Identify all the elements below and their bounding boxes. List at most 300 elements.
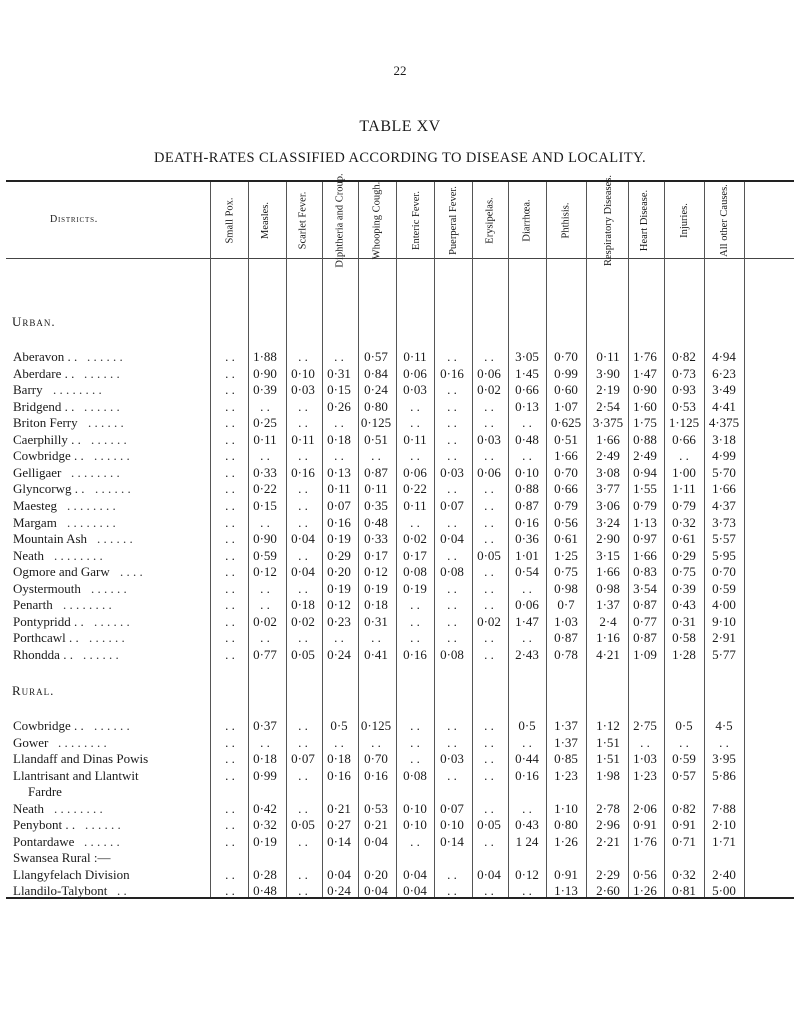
district-name: Llandaff and Dinas Powis: [13, 751, 149, 766]
rate-cell: 0·04: [477, 867, 501, 882]
table-title: DEATH-RATES CLASSIFIED ACCORDING TO DISEASE AND LOCALITY.: [153, 150, 647, 166]
rate-cell: 0·90: [253, 366, 277, 381]
rate-cell: . .: [410, 448, 420, 463]
rate-cell: . .: [447, 349, 457, 364]
rate-cell: 1·03: [633, 751, 657, 766]
table-row: [0, 481, 800, 497]
rate-cell: 0·06: [477, 366, 501, 381]
district-name: Gelligaer: [13, 465, 62, 480]
rate-cell: 0·07: [327, 498, 351, 513]
rate-cell: . .: [260, 630, 270, 645]
leader-dots: . . . . . .: [88, 415, 124, 430]
rate-cell: 0·05: [477, 548, 501, 563]
district-name: Margam: [13, 515, 57, 530]
rate-cell: 0·21: [364, 817, 388, 832]
rate-cell: 0·5: [518, 718, 536, 733]
rate-cell: 0·20: [364, 867, 388, 882]
rate-cell: 0·05: [291, 647, 315, 662]
rate-cell: 4·99: [712, 448, 736, 463]
rate-cell: 4·5: [715, 718, 733, 733]
rate-cell: 3·77: [596, 481, 620, 496]
rate-cell: . .: [484, 349, 494, 364]
rate-cell: 0·17: [364, 548, 388, 563]
rate-cell: 0·27: [327, 817, 351, 832]
rate-cell: . .: [484, 515, 494, 530]
table-row: [0, 432, 800, 448]
column-header: Respiratory Diseases.: [602, 174, 614, 266]
district-name: Llantrisant and Llantwit: [13, 768, 139, 783]
rate-cell: 4·00: [712, 597, 736, 612]
column-header: Enteric Fever.: [410, 190, 422, 250]
district-name: Cowbridge . .: [13, 448, 84, 463]
district-name: Neath: [13, 548, 45, 563]
rate-cell: 0·87: [633, 597, 657, 612]
rate-cell: 0·17: [403, 548, 427, 563]
rate-cell: . .: [334, 448, 344, 463]
rate-cell: . .: [225, 399, 235, 414]
rate-cell: . .: [225, 834, 235, 849]
district-name: Mountain Ash: [13, 531, 88, 546]
rate-cell: 2·75: [633, 718, 657, 733]
rate-cell: 0·19: [327, 531, 351, 546]
rate-cell: . .: [225, 515, 235, 530]
rate-cell: 0·99: [253, 768, 277, 783]
leader-dots: . . . . . .: [87, 349, 123, 364]
rate-cell: . .: [225, 630, 235, 645]
rate-cell: . .: [334, 349, 344, 364]
rate-cell: . .: [484, 564, 494, 579]
rate-cell: 0·60: [554, 382, 578, 397]
rate-cell: . .: [225, 768, 235, 783]
rate-cell: 5·57: [712, 531, 736, 546]
rate-cell: 5·95: [712, 548, 736, 563]
column-divider: [546, 182, 547, 897]
rate-cell: 3·375: [592, 415, 624, 430]
district-name: Penybont . .: [13, 817, 76, 832]
rate-cell: 3·49: [712, 382, 736, 397]
rate-cell: 0·87: [515, 498, 539, 513]
rate-cell: 2·49: [596, 448, 620, 463]
leader-dots: . . . . . .: [94, 448, 130, 463]
rate-cell: 0·79: [672, 498, 696, 513]
rate-cell: 0·43: [515, 817, 539, 832]
rate-cell: . .: [522, 801, 532, 816]
rate-cell: . .: [225, 448, 235, 463]
rate-cell: 1·47: [633, 366, 657, 381]
district-name: Pontypridd . .: [13, 614, 84, 629]
rate-cell: . .: [225, 647, 235, 662]
top-rule: [6, 180, 794, 182]
rate-cell: 0·10: [515, 465, 539, 480]
column-divider: [664, 182, 665, 897]
table-row: [0, 768, 800, 799]
rate-cell: 0·02: [291, 614, 315, 629]
column-header: Whooping Cough.: [371, 181, 383, 259]
rate-cell: 0·02: [253, 614, 277, 629]
rate-cell: 0·79: [633, 498, 657, 513]
rate-cell: 0·11: [596, 349, 620, 364]
rate-cell: . .: [225, 718, 235, 733]
rate-cell: 1 24: [515, 834, 539, 849]
rate-cell: . .: [298, 548, 308, 563]
rate-cell: 0·88: [633, 432, 657, 447]
rate-cell: 4·94: [712, 349, 736, 364]
rate-cell: . .: [260, 515, 270, 530]
rate-cell: . .: [298, 867, 308, 882]
rate-cell: . .: [298, 801, 308, 816]
rate-cell: . .: [225, 432, 235, 447]
rate-cell: 0·16: [440, 366, 464, 381]
table-row: [0, 349, 800, 365]
table-row: [0, 498, 800, 514]
rate-cell: 2·4: [599, 614, 617, 629]
rate-cell: 0·98: [554, 581, 578, 596]
rate-cell: . .: [225, 564, 235, 579]
rate-cell: 0·14: [327, 834, 351, 849]
table-row: [0, 399, 800, 415]
rate-cell: . .: [522, 735, 532, 750]
rate-cell: 0·04: [440, 531, 464, 546]
rate-cell: 0·14: [440, 834, 464, 849]
rate-cell: 0·91: [672, 817, 696, 832]
rate-cell: . .: [298, 735, 308, 750]
rate-cell: 0·16: [403, 647, 427, 662]
rate-cell: . .: [225, 498, 235, 513]
rate-cell: 0·91: [633, 817, 657, 832]
district-name: Llandilo-Talybont: [13, 883, 108, 898]
column-divider: [586, 182, 587, 897]
table-row: [0, 548, 800, 564]
district-name: Briton Ferry: [13, 415, 78, 430]
rate-cell: . .: [225, 597, 235, 612]
rate-cell: 0·51: [364, 432, 388, 447]
header-rule: [6, 258, 794, 259]
rate-cell: 0·59: [253, 548, 277, 563]
rate-cell: . .: [484, 498, 494, 513]
rate-cell: . .: [225, 614, 235, 629]
rate-cell: . .: [225, 548, 235, 563]
rate-cell: 0·35: [364, 498, 388, 513]
rate-cell: 2·10: [712, 817, 736, 832]
rate-cell: 0·99: [554, 366, 578, 381]
rate-cell: . .: [447, 883, 457, 898]
rate-cell: 1·23: [554, 768, 578, 783]
leader-dots: . . . . . . . .: [53, 382, 102, 397]
rate-cell: . .: [410, 597, 420, 612]
rate-cell: . .: [371, 735, 381, 750]
rate-cell: . .: [484, 597, 494, 612]
table-row: [0, 465, 800, 481]
table-row: [0, 867, 800, 883]
rate-cell: 0·18: [253, 751, 277, 766]
rate-cell: 3·73: [712, 515, 736, 530]
rate-cell: 0·18: [327, 432, 351, 447]
rate-cell: 0·10: [403, 817, 427, 832]
district-name: Aberavon . .: [13, 349, 78, 364]
table-row: [0, 614, 800, 630]
rate-cell: . .: [484, 834, 494, 849]
column-header: Erysipelas.: [484, 196, 496, 244]
rate-cell: . .: [260, 399, 270, 414]
rate-cell: 0·16: [364, 768, 388, 783]
rate-cell: 1·26: [633, 883, 657, 898]
rate-cell: . .: [410, 614, 420, 629]
rate-cell: 0·11: [291, 432, 315, 447]
rate-cell: . .: [225, 465, 235, 480]
rate-cell: . .: [447, 432, 457, 447]
rate-cell: 1·55: [633, 481, 657, 496]
table-row: [0, 597, 800, 613]
rate-cell: 0·15: [253, 498, 277, 513]
rate-cell: 0·28: [253, 867, 277, 882]
rate-cell: 0·59: [712, 581, 736, 596]
section-title: Rural.: [12, 683, 55, 698]
rate-cell: 1·28: [672, 647, 696, 662]
rate-cell: 0·97: [633, 531, 657, 546]
rate-cell: 1·66: [596, 564, 620, 579]
district-name: Aberdare . .: [13, 366, 75, 381]
rate-cell: 2·54: [596, 399, 620, 414]
column-header: Heart Disease.: [639, 189, 651, 251]
rate-cell: 0·18: [291, 597, 315, 612]
rate-cell: . .: [447, 581, 457, 596]
rate-cell: . .: [225, 349, 235, 364]
district-name: Rhondda . .: [13, 647, 73, 662]
leader-dots: . . . . . .: [84, 399, 120, 414]
rate-cell: 0·04: [291, 564, 315, 579]
rate-cell: 3·24: [596, 515, 620, 530]
column-divider: [358, 182, 359, 897]
rate-cell: 2·91: [712, 630, 736, 645]
rate-cell: 0·16: [327, 515, 351, 530]
rate-cell: 0·06: [403, 366, 427, 381]
rate-cell: . .: [410, 718, 420, 733]
rate-cell: 5·77: [712, 647, 736, 662]
rate-cell: 0·02: [477, 382, 501, 397]
rate-cell: 0·83: [633, 564, 657, 579]
rate-cell: . .: [679, 735, 689, 750]
rate-cell: 5·00: [712, 883, 736, 898]
rate-cell: 5·70: [712, 465, 736, 480]
table-row: [0, 531, 800, 547]
rate-cell: . .: [484, 581, 494, 596]
rate-cell: 0·04: [403, 883, 427, 898]
rate-cell: 2·60: [596, 883, 620, 898]
rate-cell: . .: [484, 481, 494, 496]
rate-cell: 0·31: [364, 614, 388, 629]
rate-cell: . .: [260, 735, 270, 750]
section-title: Urban.: [12, 314, 56, 329]
rate-cell: 0·18: [327, 751, 351, 766]
rate-cell: 0·84: [364, 366, 388, 381]
rate-cell: 1·66: [554, 448, 578, 463]
rate-cell: . .: [410, 515, 420, 530]
rate-cell: 0·36: [515, 531, 539, 546]
leader-dots: . . . . . . . .: [71, 465, 120, 480]
rate-cell: 1·23: [633, 768, 657, 783]
table-row: [0, 801, 800, 817]
rate-cell: 0·26: [327, 399, 351, 414]
rate-cell: 0·82: [672, 349, 696, 364]
rate-cell: 5·86: [712, 768, 736, 783]
rate-cell: 2·21: [596, 834, 620, 849]
rate-cell: 0·51: [554, 432, 578, 447]
rate-cell: 0·5: [675, 718, 693, 733]
rate-cell: 0·06: [515, 597, 539, 612]
page-number: 22: [393, 63, 407, 78]
rate-cell: 0·53: [364, 801, 388, 816]
rate-cell: . .: [410, 630, 420, 645]
rate-cell: 0·59: [672, 751, 696, 766]
rate-cell: 0·12: [515, 867, 539, 882]
rate-cell: 0·13: [327, 465, 351, 480]
rate-cell: 0·22: [253, 481, 277, 496]
rate-cell: . .: [298, 834, 308, 849]
rate-cell: 4·375: [708, 415, 740, 430]
rate-cell: . .: [225, 366, 235, 381]
rate-cell: 0·19: [364, 581, 388, 596]
leader-dots: . . . . . .: [94, 718, 130, 733]
rate-cell: 0·32: [672, 867, 696, 882]
rate-cell: 0·03: [291, 382, 315, 397]
district-name: Oystermouth: [13, 581, 81, 596]
rate-cell: 1·125: [668, 415, 700, 430]
column-divider: [704, 182, 705, 897]
rate-cell: 0·90: [633, 382, 657, 397]
rate-cell: 0·10: [440, 817, 464, 832]
rate-cell: . .: [484, 415, 494, 430]
rate-cell: . .: [225, 531, 235, 546]
rate-cell: 0·87: [554, 630, 578, 645]
rate-cell: . .: [447, 768, 457, 783]
table-row: [0, 415, 800, 431]
rate-cell: 0·16: [291, 465, 315, 480]
rate-cell: 7·88: [712, 801, 736, 816]
rate-cell: 1·51: [596, 751, 620, 766]
rate-cell: 0·42: [253, 801, 277, 816]
rate-cell: . .: [447, 867, 457, 882]
rate-cell: 0·78: [554, 647, 578, 662]
rate-cell: 0·22: [403, 481, 427, 496]
rate-cell: 0·06: [477, 465, 501, 480]
rate-cell: 0·71: [672, 834, 696, 849]
rate-cell: 0·56: [554, 515, 578, 530]
rate-cell: 1·66: [633, 548, 657, 563]
rate-cell: 0·77: [253, 647, 277, 662]
leader-dots: . . . . . .: [95, 481, 131, 496]
leader-dots: . . . . . . . .: [67, 515, 116, 530]
rate-cell: 9·10: [712, 614, 736, 629]
leader-dots: . . . . . . . .: [67, 498, 116, 513]
leader-dots: . . . . . .: [84, 366, 120, 381]
rate-cell: 1·45: [515, 366, 539, 381]
rate-cell: . .: [719, 735, 729, 750]
rate-cell: . .: [298, 581, 308, 596]
table-label: TABLE XV: [359, 118, 441, 135]
rate-cell: . .: [260, 448, 270, 463]
rate-cell: 3·06: [596, 498, 620, 513]
rate-cell: 1·07: [554, 399, 578, 414]
rate-cell: 1·75: [633, 415, 657, 430]
rate-cell: 1·37: [596, 597, 620, 612]
rate-cell: 0·11: [253, 432, 277, 447]
table-row: [0, 834, 800, 850]
rate-cell: . .: [484, 399, 494, 414]
rate-cell: 0·61: [554, 531, 578, 546]
rate-cell: 0·24: [364, 382, 388, 397]
rate-cell: 0·43: [672, 597, 696, 612]
rate-cell: . .: [298, 498, 308, 513]
rate-cell: . .: [298, 768, 308, 783]
rate-cell: 1·16: [596, 630, 620, 645]
district-name: Maesteg: [13, 498, 58, 513]
rate-cell: 0·75: [554, 564, 578, 579]
rate-cell: 1·88: [253, 349, 277, 364]
rate-cell: 0·03: [477, 432, 501, 447]
rate-cell: 0·11: [327, 481, 351, 496]
rate-cell: 0·57: [672, 768, 696, 783]
rate-cell: 2·78: [596, 801, 620, 816]
rate-cell: 0·23: [327, 614, 351, 629]
rate-cell: 0·57: [364, 349, 388, 364]
rate-cell: 0·19: [403, 581, 427, 596]
leader-dots: . . . . . .: [97, 531, 133, 546]
rate-cell: 1·25: [554, 548, 578, 563]
rate-cell: 0·66: [515, 382, 539, 397]
rate-cell: 0·82: [672, 801, 696, 816]
rate-cell: 3·08: [596, 465, 620, 480]
rate-cell: 0·25: [253, 415, 277, 430]
table-row: [0, 448, 800, 464]
rate-cell: 1·13: [633, 515, 657, 530]
rate-cell: 1·76: [633, 349, 657, 364]
rate-cell: 0·29: [327, 548, 351, 563]
rate-cell: 4·21: [596, 647, 620, 662]
rate-cell: 0·90: [253, 531, 277, 546]
table-row: [0, 817, 800, 833]
rate-cell: 1·37: [554, 718, 578, 733]
rate-cell: . .: [640, 735, 650, 750]
rate-cell: 0·02: [477, 614, 501, 629]
leader-dots: . . . . . .: [91, 581, 127, 596]
rate-cell: . .: [522, 883, 532, 898]
rate-cell: 2·96: [596, 817, 620, 832]
rate-cell: 0·66: [554, 481, 578, 496]
rate-cell: . .: [225, 751, 235, 766]
table-row: [0, 382, 800, 398]
rate-cell: 1·76: [633, 834, 657, 849]
rate-cell: 0·12: [327, 597, 351, 612]
rate-cell: . .: [522, 415, 532, 430]
rate-cell: . .: [260, 597, 270, 612]
column-header: Phthisis.: [560, 202, 572, 238]
rate-cell: . .: [484, 448, 494, 463]
rate-cell: . .: [371, 448, 381, 463]
table-row: [0, 564, 800, 580]
rate-cell: 0·18: [364, 597, 388, 612]
column-divider: [744, 182, 745, 897]
rate-cell: 3·95: [712, 751, 736, 766]
rate-cell: 0·33: [253, 465, 277, 480]
leader-dots: . . . . . . . .: [63, 597, 112, 612]
rate-cell: 3·15: [596, 548, 620, 563]
rate-cell: . .: [225, 801, 235, 816]
rate-cell: 0·61: [672, 531, 696, 546]
district-name: Gower: [13, 735, 49, 750]
rate-cell: 0·04: [291, 531, 315, 546]
district-name: Llangyfelach Division: [13, 867, 130, 882]
rate-cell: . .: [447, 399, 457, 414]
